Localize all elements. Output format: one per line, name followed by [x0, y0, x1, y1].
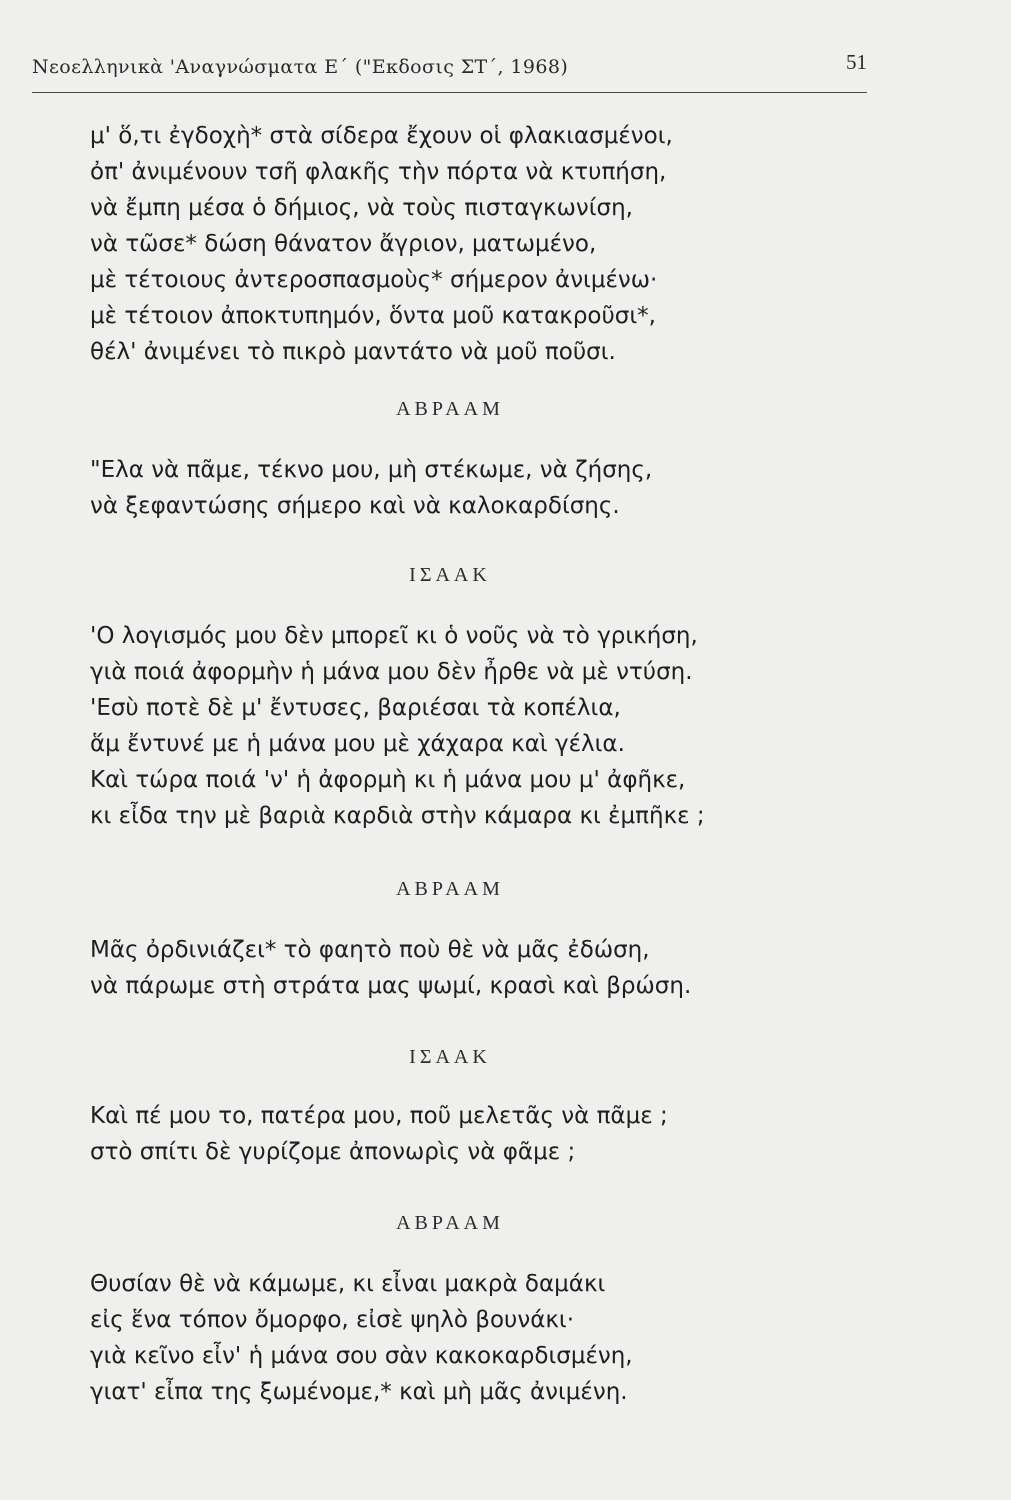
speaker-heading-abraam: ΑΒΡΑΑΜ [396, 1212, 504, 1234]
speaker-heading-abraam: ΑΒΡΑΑΜ [396, 398, 504, 420]
verse-line: Καὶ πέ μου το, πατέρα μου, ποῦ μελετᾶς νὰ πᾶμε ; [90, 1103, 668, 1129]
poem-text [90, 118, 810, 1410]
verse-line: μ' ὅ,τι ἐγδοχὴ* στὰ σίδερα ἔχουν οἱ φλακιασμένοι, [90, 123, 673, 149]
speaker-heading-isaak: ΙΣΑΑΚ [409, 1046, 491, 1068]
verse-line: ἅμ ἔντυνέ με ἡ μάνα μου μὲ χάχαρα καὶ γέλια. [90, 731, 625, 757]
verse-line: "Ελα νὰ πᾶμε, τέκνο μου, μὴ στέκωμε, νὰ ζήσης, [90, 457, 653, 483]
speaker-heading-isaak: ΙΣΑΑΚ [409, 564, 491, 586]
verse-line: ὀπ' ἀνιμένουν τσῆ φλακῆς τὴν πόρτα νὰ κτυπήση, [90, 159, 667, 185]
header-rule [32, 92, 867, 93]
verse-line: Μᾶς ὀρδινιάζει* τὸ φαητὸ ποὺ θὲ νὰ μᾶς ἐδώση, [90, 937, 650, 963]
running-head: Νεοελληνικὰ 'Αναγνώσματα Ε΄ ("Εκδοσις ΣΤ΄, 1968) [32, 56, 569, 78]
stanza-isaak-2 [90, 1098, 810, 1170]
verse-line: εἰς ἕνα τόπον ὄμορφο, εἰσὲ ψηλὸ βουνάκι· [90, 1307, 575, 1333]
verse-line: 'Εσὺ ποτὲ δὲ μ' ἔντυσες, βαριέσαι τὰ κοπέλια, [90, 695, 621, 721]
verse-line: μὲ τέτοιους ἀντεροσπασμοὺς* σήμερον ἀνιμένω· [90, 267, 658, 293]
stanza-abraam-3 [90, 1266, 810, 1410]
stanza-isaak-1 [90, 618, 810, 834]
verse-line: θέλ' ἀνιμένει τὸ πικρὸ μαντάτο νὰ μοῦ ποῦσι. [90, 339, 616, 365]
verse-line: νὰ ἔμπη μέσα ὁ δήμιος, νὰ τοὺς πισταγκωνίση, [90, 195, 633, 221]
verse-line: νὰ πάρωμε στὴ στράτα μας ψωμί, κρασὶ καὶ βρώση. [90, 973, 692, 999]
speaker-heading-abraam: ΑΒΡΑΑΜ [396, 878, 504, 900]
page-header [32, 48, 867, 96]
stanza-abraam-1 [90, 452, 810, 524]
verse-line: νὰ τῶσε* δώση θάνατον ἄγριον, ματωμένο, [90, 231, 597, 257]
stanza-opening [90, 118, 810, 370]
verse-line: γιὰ ποιά ἀφορμὴν ἡ μάνα μου δὲν ἦρθε νὰ μὲ ντύση. [90, 659, 693, 685]
verse-line: κι εἶδα την μὲ βαριὰ καρδιὰ στὴν κάμαρα κι ἐμπῆκε ; [90, 803, 705, 829]
verse-line: Καὶ τώρα ποιά 'ν' ἡ ἀφορμὴ κι ἡ μάνα μου μ' ἀφῆκε, [90, 767, 686, 793]
stanza-abraam-2 [90, 932, 810, 1004]
verse-line: νὰ ξεφαντώσης σήμερο καὶ νὰ καλοκαρδίσης. [90, 493, 620, 519]
verse-line: στὸ σπίτι δὲ γυρίζομε ἀπονωρὶς νὰ φᾶμε ; [90, 1139, 576, 1165]
verse-line: 'Ο λογισμός μου δὲν μπορεῖ κι ὁ νοῦς νὰ τὸ γρικήση, [90, 623, 698, 649]
verse-line: γιατ' εἶπα της ξωμένομε,* καὶ μὴ μᾶς ἀνιμένη. [90, 1379, 628, 1405]
verse-line: Θυσίαν θὲ νὰ κάμωμε, κι εἶναι μακρὰ δαμάκι [90, 1271, 606, 1297]
page-number: 51 [846, 50, 867, 74]
verse-line: μὲ τέτοιον ἀποκτυπημόν, ὅντα μοῦ κατακροῦσι*, [90, 303, 656, 329]
verse-line: γιὰ κεῖνο εἶν' ἡ μάνα σου σὰν κακοκαρδισμένη, [90, 1343, 633, 1369]
